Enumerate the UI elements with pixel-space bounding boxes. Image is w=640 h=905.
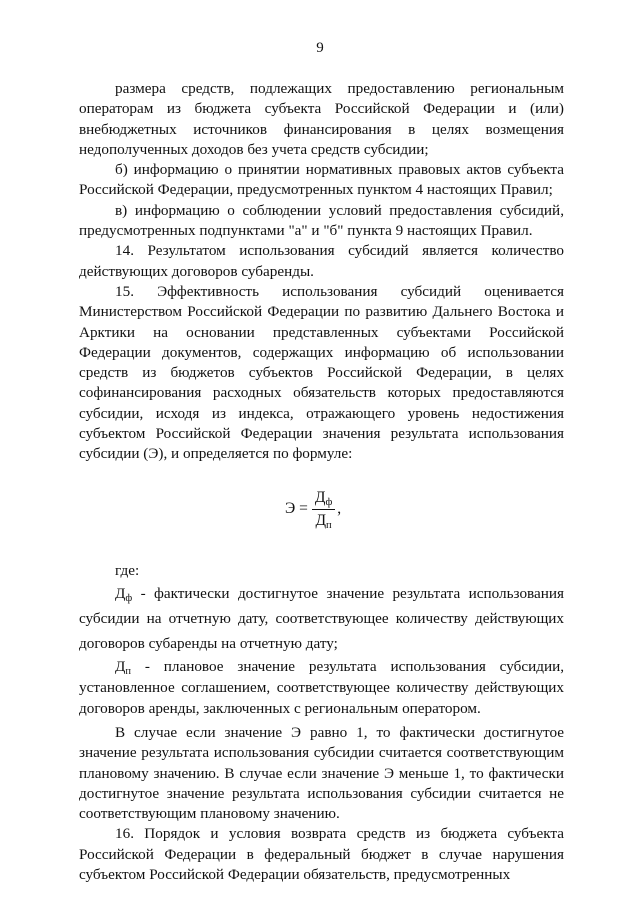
paragraph-14: 14. Результатом использования субсидий является количество действующих договоров субаренды. — [79, 242, 564, 280]
document-body — [79, 79, 564, 885]
formula — [79, 479, 564, 541]
page-number: 9 — [316, 40, 324, 56]
where-label: где: — [115, 561, 140, 579]
paragraph-16: 16. Порядок и условия возврата средств из бюджета субъекта Российской Федерации в федеральный бюджет в случае нарушения субъектом Российской Федерации обязательств, предусмотренных — [79, 825, 564, 884]
formula-numerator: $Д_ф$ — [314, 489, 333, 509]
paragraph-item-b: б) информацию о принятии нормативных правовых актов субъекта Российской Федерации, предусмотренных пунктом 4 настоящих Правил; — [79, 161, 564, 199]
formula-trailing: , — [337, 500, 342, 518]
definition-dp: $Д_п$ - плановое значение результата использования субсидии, установленное соглашением, соответствующее количеству действующих договоров аренды, заключенных с региональным оператором. — [79, 657, 564, 717]
formula-fraction — [312, 487, 335, 532]
formula-denominator: $Д_п$ — [315, 512, 332, 532]
paragraph-evaluation: В случае если значение Э равно 1, то фактически достигнутое значение результата использования субсидии считается соответствующим плановому значению. В случае если значение Э меньше 1, то фактически достигнутое значение результата использования субсидии считается не соответствующим плановому значению. — [79, 723, 564, 823]
paragraph-15: 15. Эффективность использования субсидий оценивается Министерством Российской Федерации по развитию Дальнего Востока и Арктики на основании представленных субъектами Российской Федерации документов, содержащих информацию об использовании средств из бюджетов субъектов Российской Федерации, в целях софинансирования расходных обязательств которых предоставляются субсидии, исходя из индекса, отражающего уровень недостижения субъектом Российской Федерации значения результата использования субсидии (Э), и определяется по формуле: — [79, 282, 564, 463]
definition-df: $Д_ф$ - фактически достигнутое значение результата использования субсидии на отчетную дату, соответствующее количеству действующих договоров субаренды на отчетную дату; — [79, 584, 564, 652]
formula-lhs: Э = — [285, 500, 308, 518]
paragraph-continuation: размера средств, подлежащих предоставлению региональным операторам из бюджета субъекта Российской Федерации и (или) внебюджетных источников финансирования в целях возмещения недополученных доходов без учета средств субсидии; — [79, 80, 564, 158]
paragraph-item-v: в) информацию о соблюдении условий предоставления субсидий, предусмотренных подпунктами "а" и "б" пункта 9 настоящих Правил. — [79, 201, 564, 240]
